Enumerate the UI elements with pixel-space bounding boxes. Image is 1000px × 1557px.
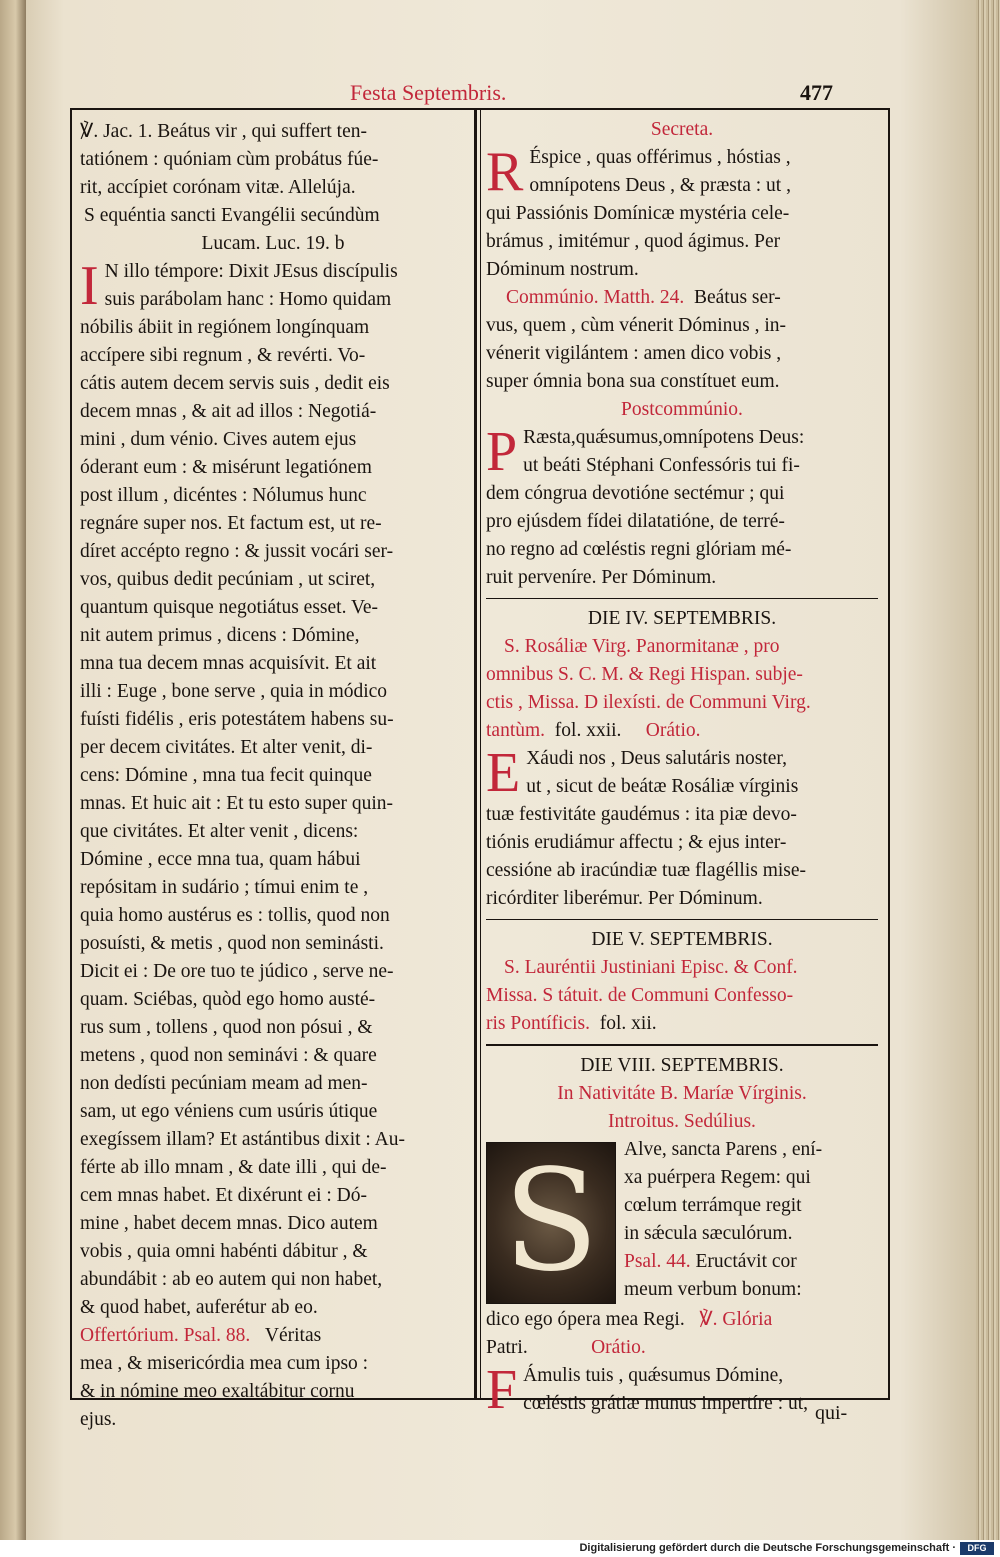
left-column — [80, 118, 466, 1434]
psalm-text: Eructávit cor — [695, 1251, 797, 1272]
drop-cap: E — [486, 742, 521, 804]
communio-label: Commúnio. Matth. 24. — [506, 287, 685, 308]
gospel-line: mini , dum vénio. Cives autem ejus — [80, 429, 357, 450]
gospel-line: decem mnas , & ait ad illos : Negotiá- — [80, 401, 377, 422]
gospel-line: metens , quod non seminávi : & quare — [80, 1045, 377, 1066]
gospel-line: nóbilis ábiit in regiónem longínquam — [80, 317, 370, 338]
gospel-line: post illum , dicéntes : Nólumus hunc — [80, 485, 367, 506]
lesson-line: tatiónem : quóniam cùm probátus fúe- — [80, 149, 379, 170]
gospel-line: exegíssem illam? Et astántibus dixit : Au- — [80, 1129, 405, 1150]
sequence-heading-ref: Lucam. Luc. 19. b — [201, 233, 345, 254]
communio-line: vus, quem , cùm vénerit Dóminus , in- — [486, 315, 787, 336]
secreta-line: Éspice , quas offérimus , hóstias , — [529, 147, 791, 168]
feast-rubric: In Nativitáte B. Maríæ Vírginis. — [557, 1083, 807, 1104]
gospel-line: mnas. Et huic ait : Et tu esto super quin- — [80, 793, 394, 814]
postcommunio-line: ut beáti Stéphani Confessóris tui fi- — [523, 455, 800, 476]
gospel-line: díret accépto regno : & jussit vocári ser- — [80, 541, 394, 562]
oratio-line: ricórditer liberémur. Per Dóminum. — [486, 888, 763, 909]
gospel-line: posuísti, & metis , quod non seminásti. — [80, 933, 384, 954]
communio-line: super ómnia bona sua constítuet eum. — [486, 371, 780, 392]
secreta-line: brámus , imitémur , quod ágimus. Per — [486, 231, 781, 252]
gospel-line: quia homo austérus es : tollis, quod non — [80, 905, 390, 926]
oratio-line: cessióne ab iracúndiæ tuæ flagéllis mise- — [486, 860, 807, 881]
oratio-line: tuæ festivitáte gaudémus : ita piæ devo- — [486, 804, 797, 825]
gloria-versicle: ℣. Glória — [699, 1309, 773, 1330]
offertory-line: ejus. — [80, 1409, 117, 1430]
oratio-line: ut , sicut de beátæ Rosáliæ vírginis — [526, 776, 799, 797]
gospel-line: fuísti fidélis , eris potestátem habens su- — [80, 709, 394, 730]
offertory-line: & in nómine meo exaltábitur cornu — [80, 1381, 355, 1402]
right-column — [486, 116, 878, 1421]
communio-line: vénerit vigilántem : amen dico vobis , — [486, 343, 782, 364]
oratio-label: Orátio. — [591, 1337, 646, 1358]
postcommunio-heading: Postcommúnio. — [621, 399, 743, 420]
dfg-logo: DFG — [960, 1542, 994, 1555]
psalm-line — [486, 1306, 878, 1334]
gospel-line: regnáre super nos. Et factum est, ut re- — [80, 513, 382, 534]
oratio-line: Xáudi nos , Deus salutáris noster, — [526, 748, 788, 769]
secreta-block — [486, 141, 878, 284]
facing-page-edge — [0, 0, 26, 1540]
secreta-line: qui Passiónis Domínicæ mystéria cele- — [486, 203, 790, 224]
catchword: qui- — [815, 1402, 848, 1424]
offertory-line — [80, 1322, 466, 1350]
gospel-line: abundábit : ab eo autem qui non habet, — [80, 1269, 383, 1290]
psalm-line: meum verbum bonum: — [624, 1279, 802, 1300]
communio-line — [486, 284, 878, 312]
postcommunio-line: no regno ad cœléstis regni glóriam mé- — [486, 539, 792, 560]
folio-reference: fol. xii. — [599, 1013, 657, 1034]
gospel-line: cem mnas habet. Et dixérunt ei : Dó- — [80, 1185, 367, 1206]
secreta-heading: Secreta. — [650, 119, 714, 140]
gospel-line: quam. Sciébas, quòd ego homo austé- — [80, 989, 376, 1010]
gospel-line: que civitátes. Et alter venit , dicens: — [80, 821, 359, 842]
feast-heading: DIE V. SEPTEMBRIS. — [591, 929, 773, 950]
running-head: Festa Septembris. — [350, 80, 507, 105]
gospel-line: óderant eum : & misérunt legatiónem — [80, 457, 372, 478]
introit-label: Introitus. Sedúlius. — [608, 1111, 756, 1132]
gospel-line: cátis autem decem servis suis , dedit eis — [80, 373, 390, 394]
gospel-line: mna tua decem mnas acquisívit. Et ait — [80, 653, 377, 674]
gospel-line: & quod habet, auferétur ab eo. — [80, 1297, 318, 1318]
drop-cap: I — [80, 255, 99, 317]
secreta-line: omnípotens Deus , & præsta : ut , — [529, 175, 791, 196]
gospel-line: accípere sibi regnum , & revérti. Vo- — [80, 345, 366, 366]
woodcut-letter: S — [503, 1140, 599, 1303]
feast-rubric: S. Rosáliæ Virg. Panormitanæ , pro — [504, 636, 780, 657]
footer-credit: Digitalisierung gefördert durch die Deutsche Forschungsgemeinschaft · — [579, 1542, 956, 1554]
postcommunio-line: pro ejúsdem fídei dilatatióne, de terré- — [486, 511, 785, 532]
feast-rubric: Missa. S tátuit. de Communi Confesso- — [486, 985, 794, 1006]
introit-line: cœlum terrámque regit — [624, 1195, 802, 1216]
oratio-line: Ámulis tuis , quǽsumus Dómine, — [523, 1365, 784, 1386]
oratio-line: tiónis erudiámur affectu ; & ejus inter- — [486, 832, 787, 853]
feast-rubric-tail: tantùm. — [486, 720, 546, 741]
gospel-line: per decem civitátes. Et alter venit, di- — [80, 737, 373, 758]
feast-rubric-tail: ris Pontíficis. — [486, 1013, 591, 1034]
gospel-line: sam, ut ego véniens cum usúris útique — [80, 1101, 378, 1122]
gospel-block — [80, 255, 466, 1322]
gospel-line: illi : Euge , bone serve , quia in módico — [80, 681, 388, 702]
postcommunio-line: Ræsta,quǽsumus,omnípotens Deus: — [523, 427, 805, 448]
gospel-line: cens: Dómine , mna tua fecit quinque — [80, 765, 372, 786]
feast-rubric: ctis , Missa. D ilexísti. de Communi Virg. — [486, 692, 811, 713]
folio-reference: fol. xxii. — [554, 720, 622, 741]
lesson-line: rit, accípiet corónam vitæ. Allelúja. — [80, 177, 356, 198]
feast-heading: DIE IV. SEPTEMBRIS. — [587, 608, 777, 629]
patri-line — [486, 1334, 878, 1362]
oratio-label: Orátio. — [645, 720, 701, 741]
section-rule — [486, 919, 878, 920]
communio-text: Beátus ser- — [693, 287, 781, 308]
introit-line: Alve, sancta Parens , ení- — [624, 1139, 823, 1160]
gospel-line: mine , habet decem mnas. Dico autem — [80, 1213, 378, 1234]
patri-text: Patri. — [486, 1337, 528, 1358]
gospel-line: vos, quibus dedit pecúniam , ut sciret, — [80, 569, 376, 590]
column-divider — [474, 108, 477, 1398]
oratio-block — [486, 742, 878, 913]
offertory-text: Véritas — [264, 1325, 322, 1346]
postcommunio-block — [486, 421, 878, 592]
offertory-label: Offertórium. Psal. 88. — [80, 1325, 251, 1346]
gospel-line: rus sum , tollens , quod non pósui , & — [80, 1017, 373, 1038]
psalm-label: Psal. 44. — [624, 1251, 691, 1272]
feast-heading: DIE VIII. SEPTEMBRIS. — [580, 1055, 784, 1076]
gospel-line: quantum quisque negotiátus esset. Ve- — [80, 597, 379, 618]
drop-cap: F — [486, 1359, 518, 1421]
lesson-line: ℣. Jac. 1. Beátus vir , qui suffert ten- — [80, 121, 367, 142]
feast-rubric: omnibus S. C. M. & Regi Hispan. subje- — [486, 664, 803, 685]
feast-rubric-end — [486, 1010, 878, 1038]
introit-line: in sǽcula sæculórum. — [624, 1223, 793, 1244]
gospel-line: repósitam in sudário ; tímui enim te , — [80, 877, 369, 898]
gospel-line: Dómine , ecce mna tua, quam hábui — [80, 849, 361, 870]
gospel-line: vobis , quia omni habénti dábitur , & — [80, 1241, 368, 1262]
page-number: 477 — [800, 80, 833, 105]
secreta-line: Dóminum nostrum. — [486, 259, 639, 280]
gospel-line: N illo témpore: Dixit JEsus discípulis — [104, 261, 398, 282]
gospel-line: suis parábolam hanc : Homo quidam — [104, 289, 392, 310]
sequence-heading: S equéntia sancti Evangélii secúndùm — [84, 205, 380, 226]
section-rule — [486, 598, 878, 599]
introit-line: xa puérpera Regem: qui — [624, 1167, 811, 1188]
section-rule — [486, 1044, 878, 1046]
oratio-line: cœléstis grátiæ munus impertíre : ut, — [523, 1393, 809, 1414]
gospel-line: non dedísti pecúniam meam ad men- — [80, 1073, 368, 1094]
gospel-line: férte ab illo mnam , & date illi , qui de- — [80, 1157, 387, 1178]
postcommunio-line: ruit perveníre. Per Dóminum. — [486, 567, 717, 588]
introit-block — [486, 1136, 878, 1304]
postcommunio-line: dem cóngrua devotióne sectémur ; qui — [486, 483, 785, 504]
drop-cap: P — [486, 421, 518, 483]
woodcut-initial — [486, 1142, 616, 1304]
page-edge — [976, 0, 1000, 1540]
gospel-line: nit autem primus , dicens : Dómine, — [80, 625, 360, 646]
feast-rubric: S. Lauréntii Justiniani Episc. & Conf. — [504, 957, 798, 978]
feast-rubric-end — [486, 717, 878, 745]
gospel-line: Dicit ei : De ore tuo te júdico , serve ne- — [80, 961, 394, 982]
drop-cap: R — [486, 141, 524, 203]
psalm-text: dico ego ópera mea Regi. — [486, 1309, 685, 1330]
offertory-line: mea , & misericórdia mea cum ipso : — [80, 1353, 369, 1374]
column-divider-thin — [480, 108, 481, 1398]
